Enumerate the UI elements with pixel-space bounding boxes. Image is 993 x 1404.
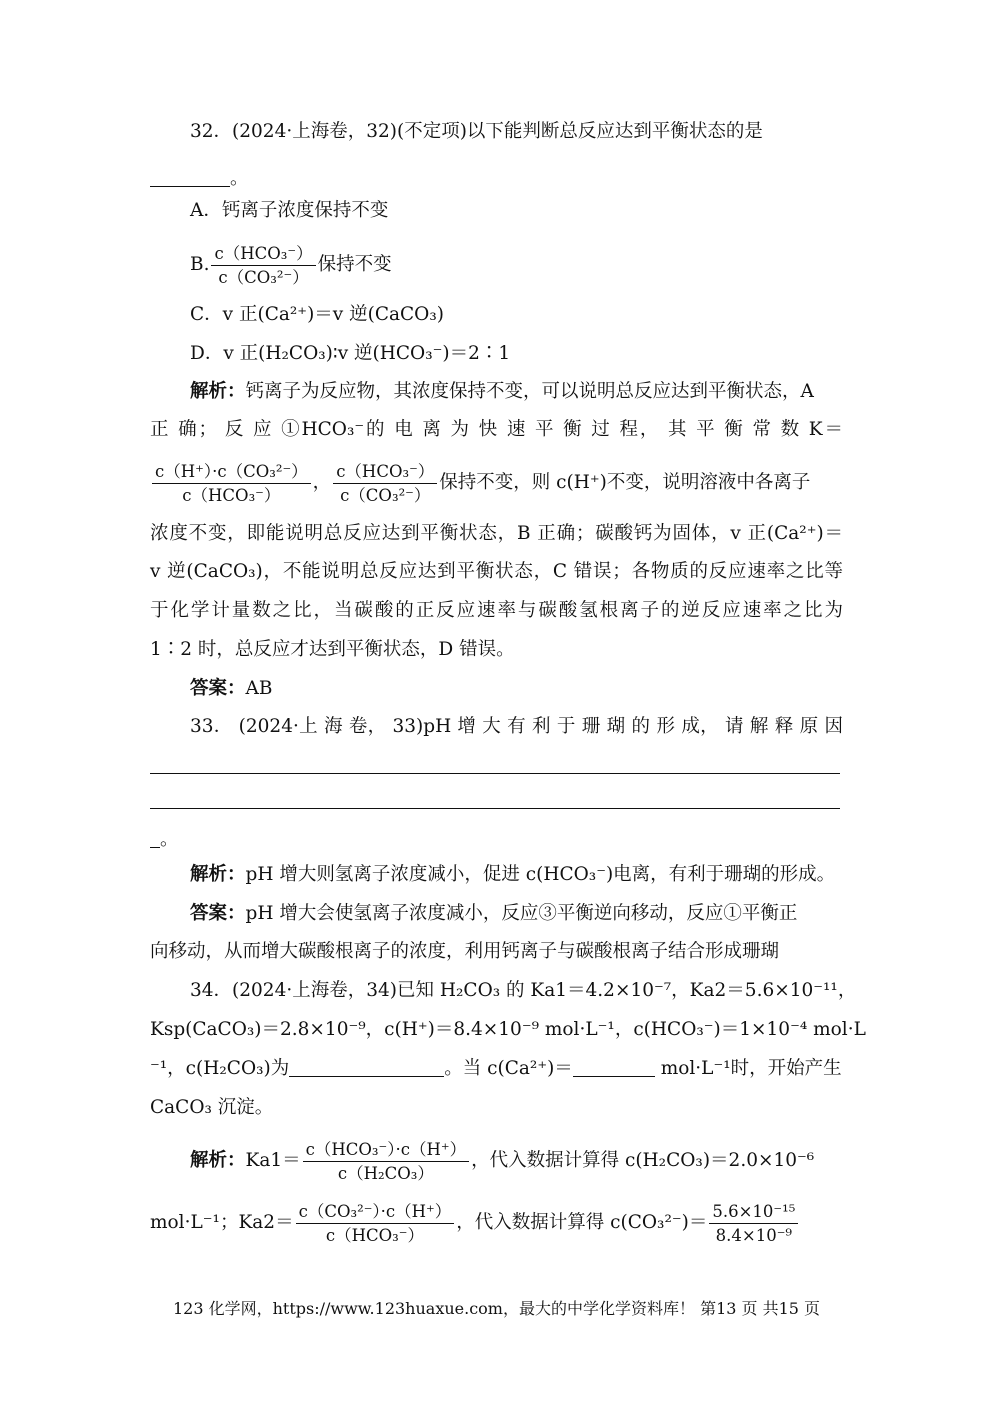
fraction-denominator: c（CO₃²⁻） bbox=[218, 267, 309, 287]
answer-blank bbox=[289, 1056, 444, 1077]
answer-blank bbox=[150, 166, 230, 187]
fraction-numerator: c（HCO₃⁻） bbox=[333, 461, 437, 484]
fraction-numerator: c（HCO₃⁻）·c（H⁺） bbox=[303, 1139, 469, 1162]
q32-option-c: C．v 正(Ca²⁺)＝v 逆(CaCO₃) bbox=[190, 304, 444, 325]
q33-answer-line1 bbox=[190, 900, 843, 928]
ka1-symbol: Ka1＝ bbox=[245, 1150, 301, 1171]
q32-stem-end bbox=[150, 165, 843, 193]
q32-answer bbox=[190, 675, 843, 703]
fraction-numerator: c（HCO₃⁻） bbox=[211, 243, 315, 266]
period: 。 bbox=[160, 829, 179, 850]
ka2-fraction bbox=[296, 1201, 455, 1246]
fraction-denominator: c（HCO₃⁻） bbox=[325, 1225, 424, 1245]
answer-label: 答案： bbox=[190, 903, 246, 924]
answer-label: 答案： bbox=[190, 678, 246, 699]
q32-analysis-line2: 正 确； 反 应 ①HCO₃⁻的 电 离 为 快 速 平 衡 过 程， 其 平 衡 常 数 K＝ bbox=[150, 419, 843, 440]
fraction-denominator: c（CO₃²⁻） bbox=[340, 485, 431, 505]
analysis-text: ，代入数据计算得 c(H₂CO₃)＝2.0×10⁻⁶ bbox=[471, 1150, 815, 1171]
page-footer: 123 化学网，https://www.123huaxue.com，最大的中学化学资料库！ 第13 页 共15 页 bbox=[172, 1299, 821, 1318]
q32-analysis-line7: 1∶2 时，总反应才达到平衡状态，D 错误。 bbox=[150, 639, 515, 660]
period: 。 bbox=[230, 168, 249, 189]
q34-stem-line1: 34．(2024·上海卷，34)已知 H₂CO₃ 的 Ka1＝4.2×10⁻⁷，Ka2＝5.6×10⁻¹¹， bbox=[190, 980, 857, 1001]
q32-analysis-line6: 于化学计量数之比，当碳酸的正反应速率与碳酸氢根离子的逆反应速率之比为 bbox=[150, 600, 843, 621]
result-fraction bbox=[709, 1201, 798, 1246]
analysis-label: 解析： bbox=[190, 864, 246, 885]
fraction-denominator: c（HCO₃⁻） bbox=[182, 485, 281, 505]
analysis-text: ，代入数据计算得 c(CO₃²⁻)＝ bbox=[456, 1212, 708, 1233]
analysis-label: 解析： bbox=[190, 1150, 246, 1171]
q34-analysis-line1 bbox=[190, 1134, 843, 1188]
q32-option-a: A．钙离子浓度保持不变 bbox=[190, 200, 389, 221]
fraction-denominator: 8.4×10⁻⁹ bbox=[715, 1225, 793, 1245]
analysis-text: 保持不变，则 c(H⁺)不变，说明溶液中各离子 bbox=[439, 472, 811, 493]
stem-text: mol·L⁻¹时，开始产生 bbox=[654, 1058, 842, 1079]
answer-text: AB bbox=[245, 678, 273, 699]
stem-text: ⁻¹，c(H₂CO₃)为 bbox=[150, 1058, 290, 1079]
ka1-fraction bbox=[303, 1139, 469, 1184]
q32-analysis-line3 bbox=[150, 458, 843, 508]
fraction-denominator: c（H₂CO₃） bbox=[337, 1163, 434, 1183]
q34-stem-line2: Ksp(CaCO₃)＝2.8×10⁻⁹，c(H⁺)＝8.4×10⁻⁹ mol·L⁻¹，c(HCO₃⁻)＝1×10⁻⁴ mol·L bbox=[150, 1019, 866, 1040]
concentration-ratio-fraction bbox=[333, 461, 437, 506]
q32-stem: 32．(2024·上海卷，32)(不定项)以下能判断总反应达到平衡状态的是 bbox=[190, 121, 763, 142]
answer-line bbox=[150, 773, 840, 774]
fraction bbox=[211, 243, 315, 288]
fraction-numerator: c（H⁺）·c（CO₃²⁻） bbox=[152, 461, 311, 484]
q32-analysis-line5: v 逆(CaCO₃)，不能说明总反应达到平衡状态，C 错误；各物质的反应速率之比等 bbox=[150, 561, 843, 582]
option-b-text: 保持不变 bbox=[317, 254, 392, 275]
analysis-text: mol·L⁻¹；Ka2＝ bbox=[150, 1212, 294, 1233]
answer-line bbox=[150, 808, 840, 809]
answer-blank bbox=[573, 1056, 655, 1077]
analysis-text: pH 增大则氢离子浓度减小，促进 c(HCO₃⁻)电离，有利于珊瑚的形成。 bbox=[245, 864, 836, 885]
q33-stem: 33． (2024·上 海 卷， 33)pH 增 大 有 利 于 珊 瑚 的 形 成， 请 解 释 原 因 bbox=[190, 716, 843, 737]
fraction-numerator: c（CO₃²⁻）·c（H⁺） bbox=[296, 1201, 455, 1224]
equilibrium-constant-fraction bbox=[152, 461, 311, 506]
q33-stem-end bbox=[150, 826, 843, 854]
stem-text: 。当 c(Ca²⁺)＝ bbox=[444, 1058, 573, 1079]
option-b-label: B. bbox=[190, 254, 210, 275]
q32-option-b bbox=[190, 240, 843, 290]
answer-blank bbox=[150, 827, 160, 848]
q33-analysis bbox=[190, 861, 843, 889]
fraction-numerator: 5.6×10⁻¹⁵ bbox=[709, 1201, 798, 1224]
q34-stem-line4: CaCO₃ 沉淀。 bbox=[150, 1097, 274, 1118]
q34-analysis-line2 bbox=[150, 1196, 843, 1250]
comma: ， bbox=[312, 472, 332, 493]
q34-stem-line3 bbox=[150, 1055, 843, 1083]
analysis-text: 钙离子为反应物，其浓度保持不变，可以说明总反应达到平衡状态，A bbox=[245, 381, 814, 402]
answer-text: pH 增大会使氢离子浓度减小，反应③平衡逆向移动，反应①平衡正 bbox=[245, 903, 798, 924]
q32-analysis-line4: 浓度不变，即能说明总反应达到平衡状态，B 正确；碳酸钙为固体，v 正(Ca²⁺)＝ bbox=[150, 523, 843, 544]
q32-analysis-line1 bbox=[190, 378, 843, 406]
analysis-label: 解析： bbox=[190, 381, 246, 402]
q33-answer-line2: 向移动，从而增大碳酸根离子的浓度，利用钙离子与碳酸根离子结合形成珊瑚 bbox=[150, 941, 780, 962]
q32-option-d: D．v 正(H₂CO₃)∶v 逆(HCO₃⁻)＝2∶1 bbox=[190, 343, 511, 364]
